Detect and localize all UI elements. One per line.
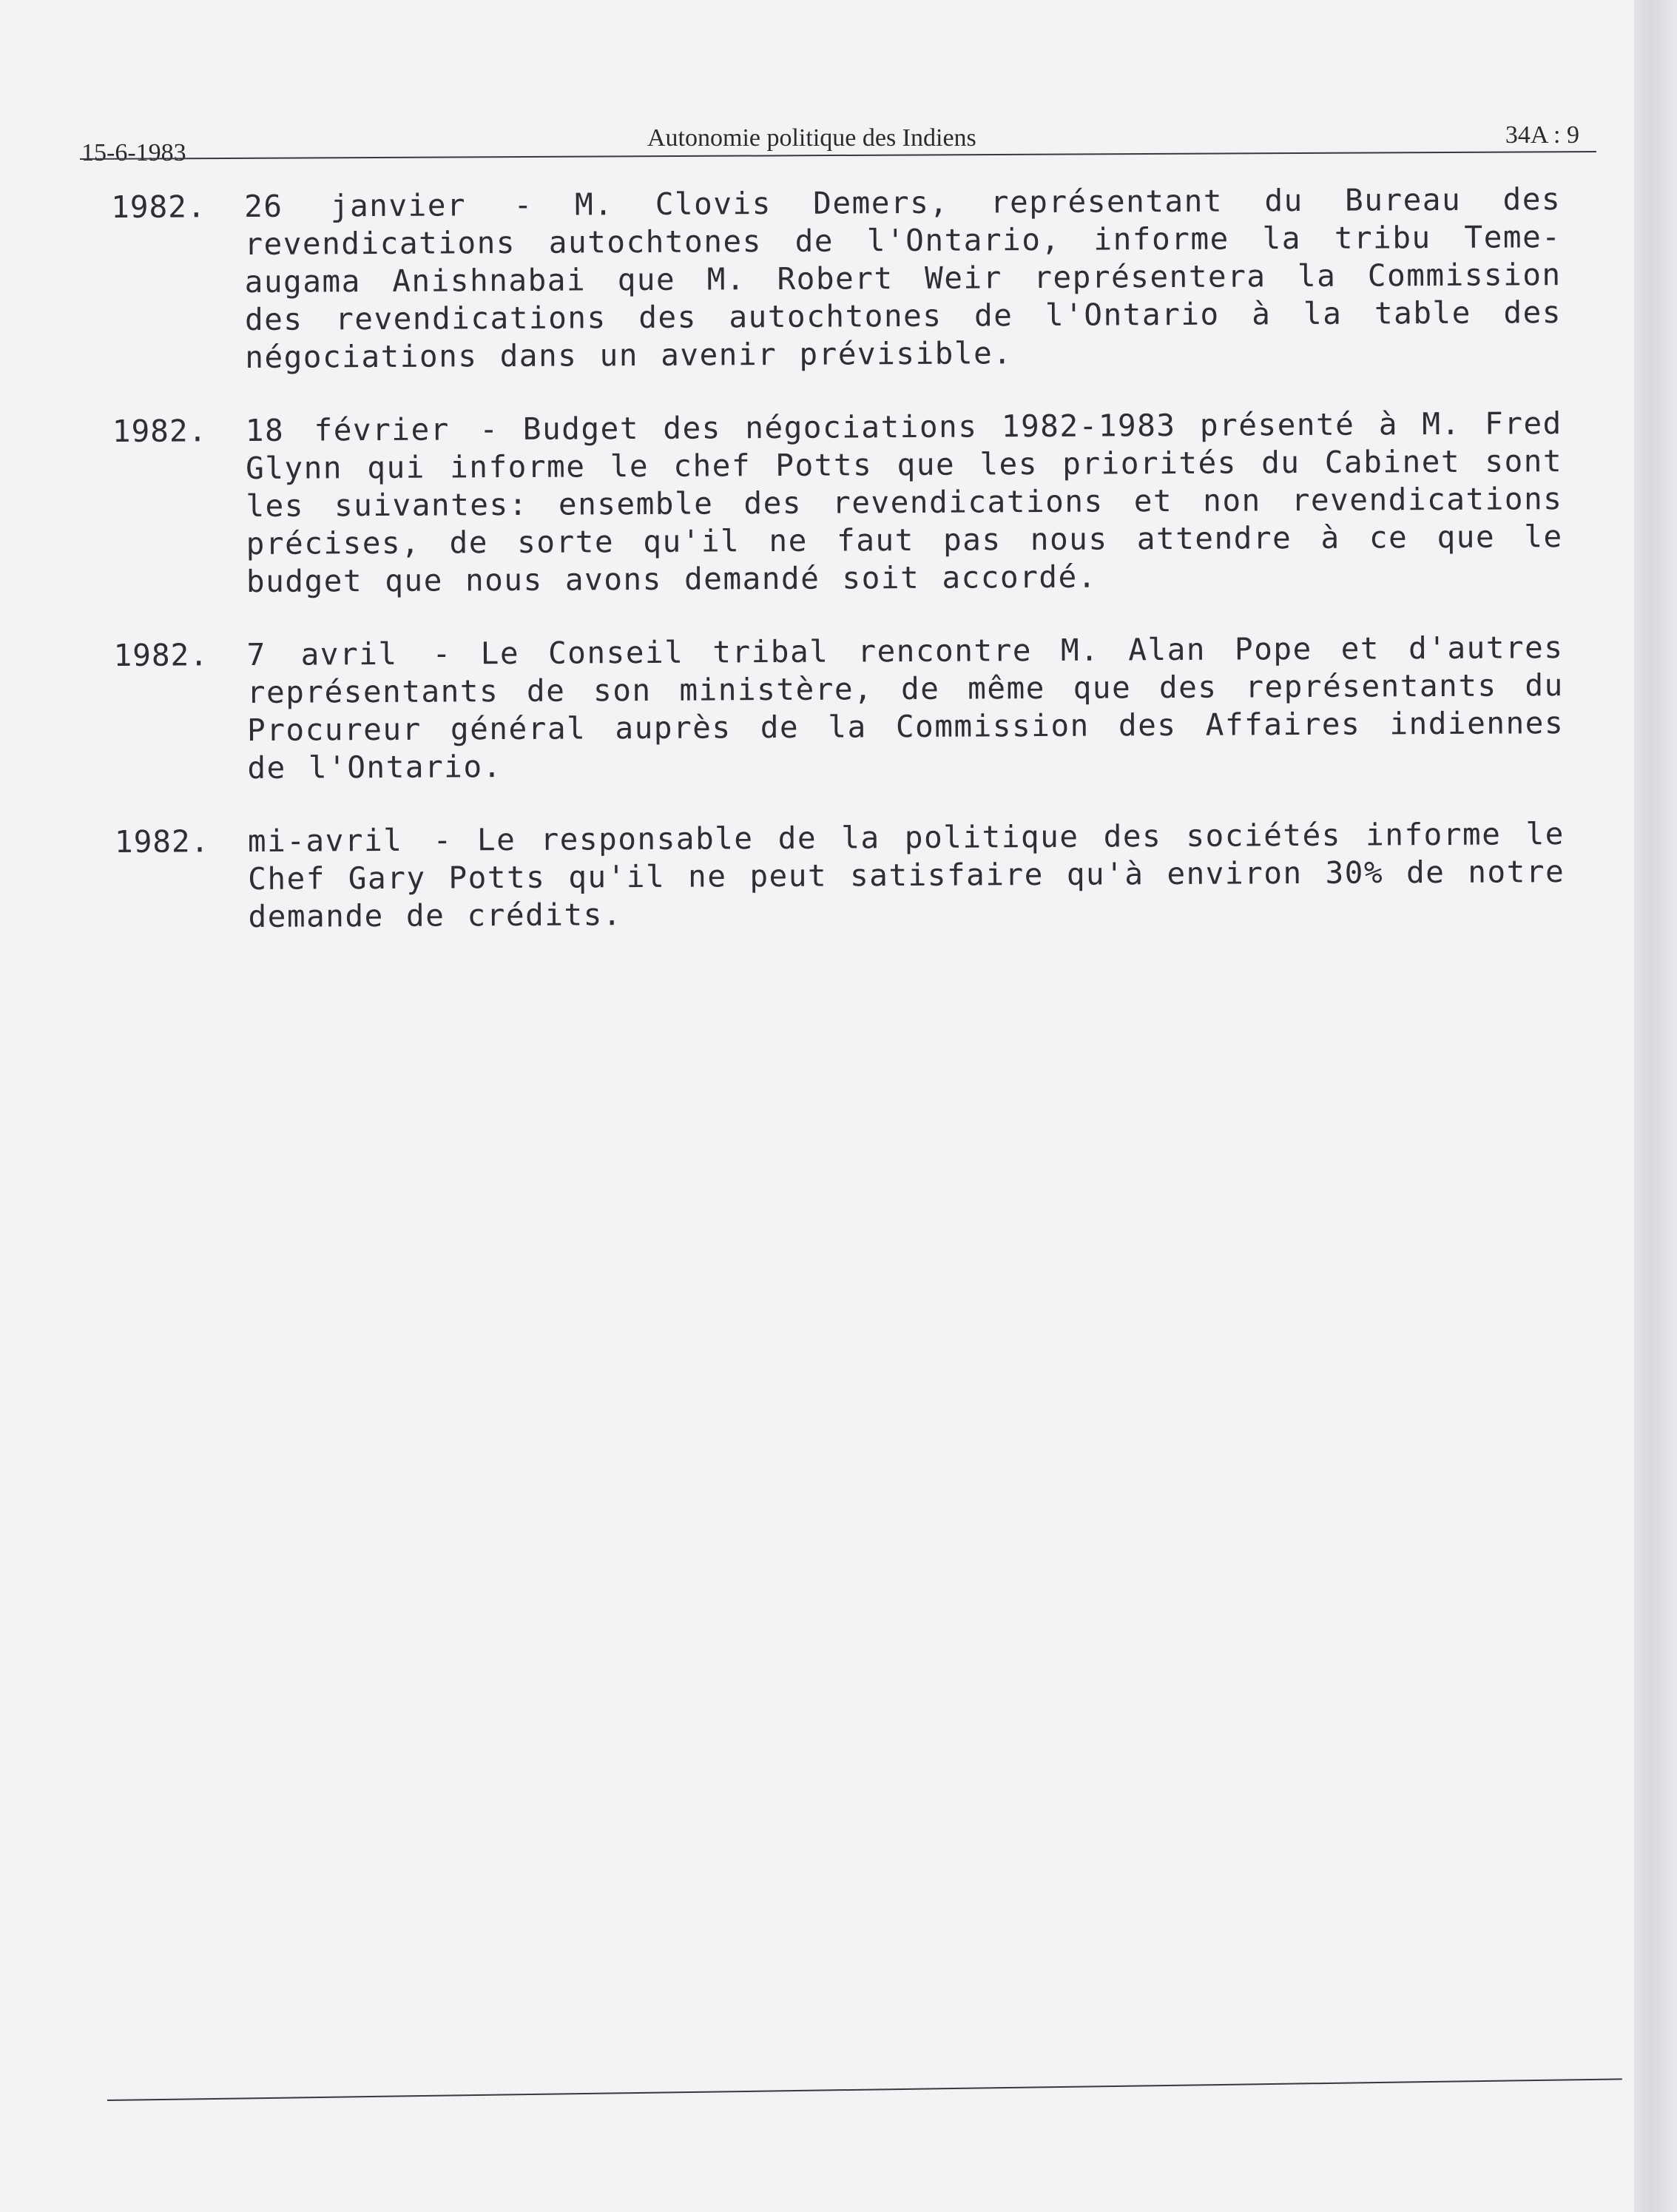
entry-text-block (248, 815, 1565, 936)
footer-rule (107, 2078, 1622, 2101)
chronology-entry (111, 181, 1562, 377)
entry-year: 1982. (114, 823, 210, 860)
entry-text-block (246, 629, 1564, 787)
header-title: Autonomie politique des Indiens (647, 124, 976, 152)
entry-date: mi-avril (247, 822, 433, 859)
entry-date: 18 février (245, 411, 480, 448)
page-header (81, 118, 1594, 166)
entry-text: - Le responsable de la politique des sociétés informe le Chef Gary Potts qu'il ne peut satisfaire qu'à environ 30% de notre demande de crédits. (248, 816, 1565, 934)
header-date: 15-6-1983 (81, 139, 186, 166)
entry-text-block (246, 405, 1563, 601)
entry-year: 1982. (113, 637, 209, 673)
chronology-entry (113, 629, 1564, 788)
entry-date: 7 avril (246, 635, 433, 672)
chronology-entry (112, 405, 1563, 601)
entry-date: 26 janvier (244, 186, 514, 224)
entry-text: - M. Clovis Demers, représentant du Bureau des revendications autochtones de l'Ontario, informe la tribu Teme-augama Anishnabai que M. Robert Weir représentera la Commission des revendications des autochtones de l'Ontario à la table des négociations dans un avenir prévisible. (244, 181, 1562, 375)
header-page-number: 34A : 9 (1505, 121, 1579, 149)
chronology-entry (115, 815, 1565, 937)
entry-text: - Budget des négociations 1982-1983 présenté à M. Fred Glynn qui informe le chef Potts que les priorités du Cabinet sont les suivantes: ensemble des revendications et non revendications précises, de sorte qu'il ne faut pas nous attendre à ce que le budget que nous avons demandé soit accordé. (245, 405, 1563, 599)
entry-text: - Le Conseil tribal rencontre M. Alan Pope et d'autres représentants de son ministère, de même que des représentants du Procureur général auprès de la Commission des Affaires indiennes de l'Ontario. (246, 630, 1565, 786)
chronology-list (111, 181, 1565, 972)
page-edge-shadow (1634, 0, 1677, 2212)
entry-year: 1982. (111, 189, 206, 225)
entry-year: 1982. (112, 413, 208, 449)
entry-text-block (244, 181, 1562, 377)
